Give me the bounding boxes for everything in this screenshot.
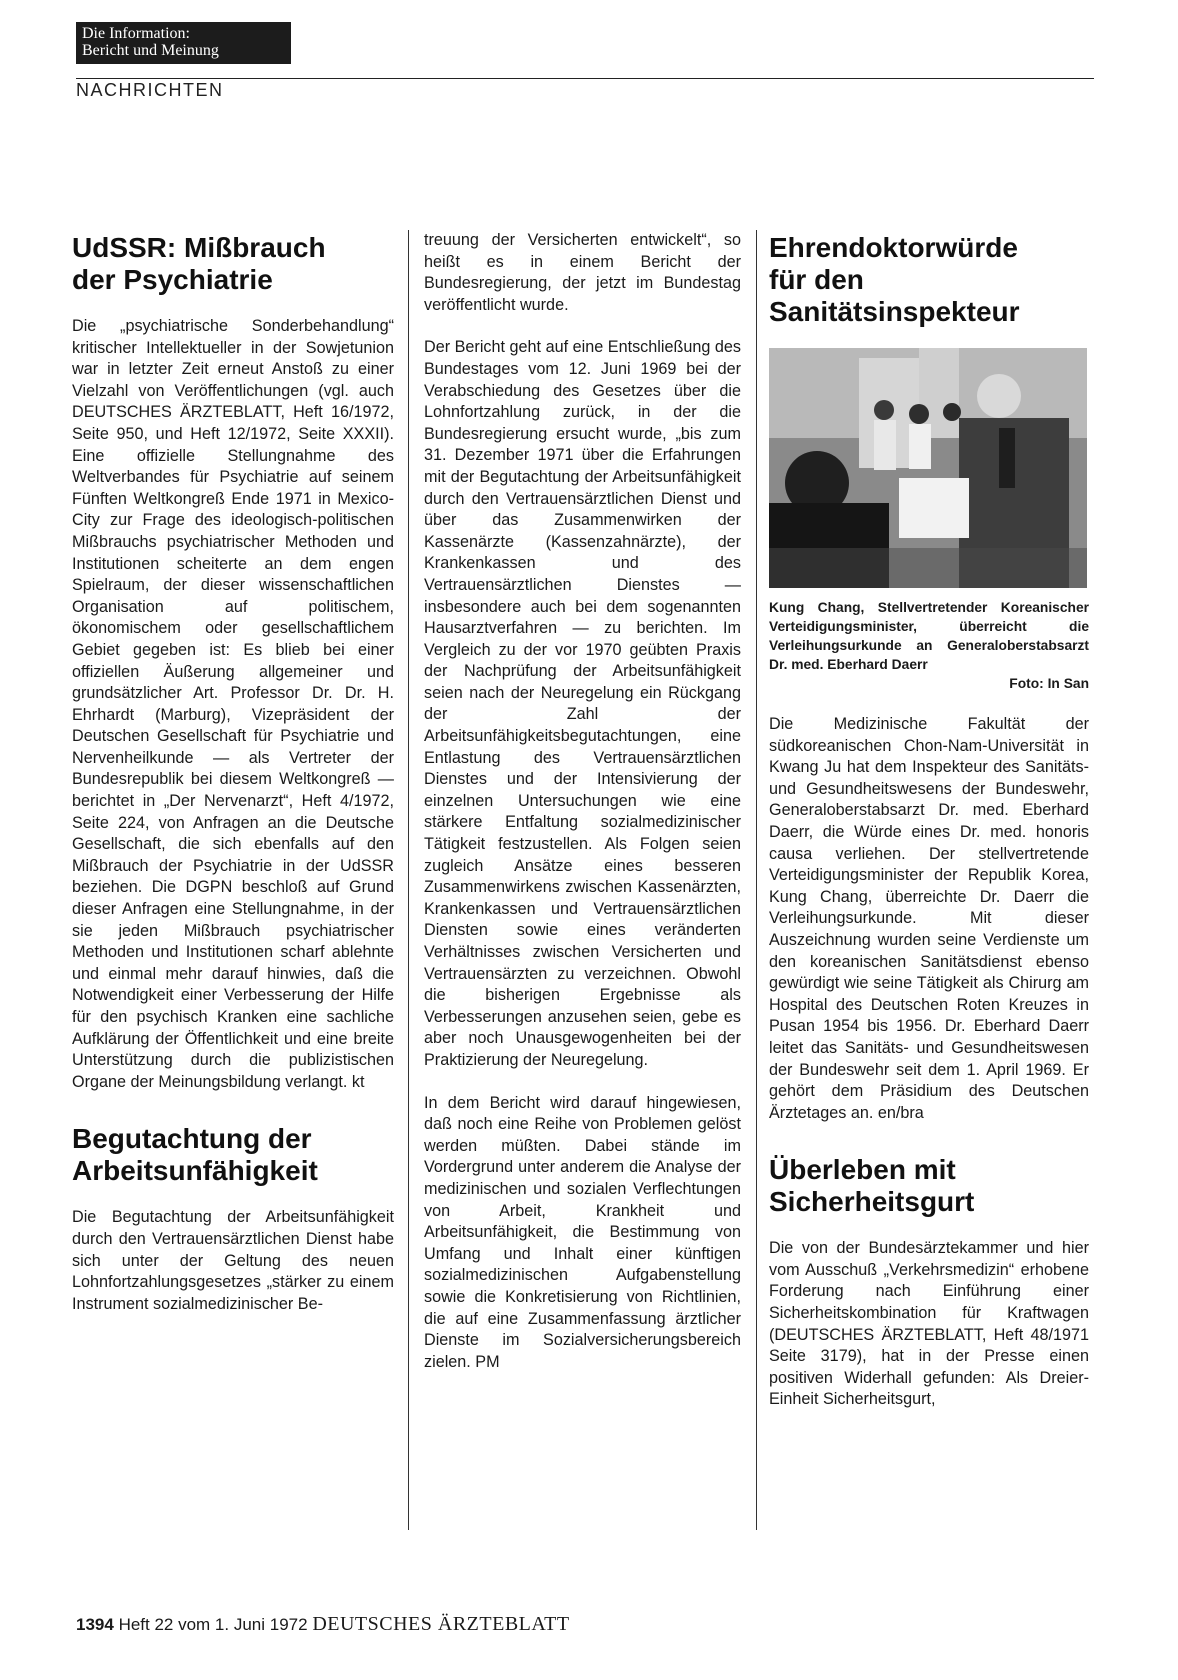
column-divider xyxy=(408,230,409,1530)
article-title-sicherheitsgurt xyxy=(769,1154,1089,1218)
page-number: 1394 xyxy=(76,1615,114,1634)
title-line: der Psychiatrie xyxy=(72,264,273,295)
journal-name: DEUTSCHES ÄRZTEBLATT xyxy=(312,1613,570,1635)
column-2 xyxy=(424,230,741,1373)
photo-credit: Foto: In San xyxy=(1009,676,1089,691)
page-footer xyxy=(76,1613,570,1636)
photo-caption: Kung Chang, Stellvertretender Koreanischer Verteidigungsminister, überreicht die Verleihungsurkunde an Generaloberstabsarzt Dr. med. Eberhard Daerr xyxy=(769,600,1089,672)
article-title-begutachtung xyxy=(72,1123,394,1187)
title-line: Ehrendoktorwürde xyxy=(769,232,1018,263)
section-label: NACHRICHTEN xyxy=(76,80,224,100)
header-rule xyxy=(76,78,1094,79)
article-body-ehrendoktor: Die Medizinische Fakultät der südkoreanischen Chon-Nam-Universität in Kwang Ju hat dem Inspekteur des Sanitäts- und Gesundheitswesens der Bundeswehr, Generaloberstabsarzt Dr. med. Eberhard Daerr, die Würde eines Dr. med. honoris causa verliehen. Der stellvertretende Verteidigungsminister der Republik Korea, Kung Chang, überreichte Dr. Daerr die Verleihungsurkunde. Mit dieser Auszeichnung wurden seine Verdienste um den koreanischen Sanitätsdienst ebenso gewürdigt wie seine Tätigkeit als Chirurg am Hospital des Deutschen Roten Kreuzes in Pusan 1954 bis 1956. Dr. Eberhard Daerr leitet das Sanitäts- und Gesundheitswesen der Bundeswehr seit dem 1. April 1969. Er gehört dem Präsidium des Deutschen Ärztetages an. en/bra xyxy=(769,715,1089,1122)
column-divider xyxy=(756,230,757,1530)
article-title-udssr xyxy=(72,232,394,296)
title-line: Sicherheitsgurt xyxy=(769,1186,975,1218)
title-line: für den xyxy=(769,264,864,295)
issue-info: Heft 22 vom 1. Juni 1972 xyxy=(118,1615,308,1634)
column-1 xyxy=(72,232,394,1315)
article-body-begutachtung-part-1: Die Begutachtung der Arbeitsunfähigkeit durch den Vertrauensärztlichen Dienst habe sich unter der Geltung des neuen Lohnfortzahlungsgesetzes „stärker zu einem Instrument sozialmedizinischer Be- xyxy=(72,1208,394,1313)
title-line: Sanitätsinspekteur xyxy=(769,296,1020,327)
article-body-sicherheitsgurt: Die von der Bundesärztekammer und hier vom Ausschuß „Verkehrsmedizin“ erhobene Forderung nach Einführung einer Sicherheitskombination für Kraftwagen (DEUTSCHES ÄRZTEBLATT, Heft 48/1971 Seite 3179), hat in der Presse einen positiven Widerhall gefunden: Als Dreier-Einheit Sicherheitsgurt, xyxy=(769,1239,1089,1409)
column-3 xyxy=(769,232,1089,1411)
article-body-begutachtung-part-2: treuung der Versicherten entwickelt“, so heißt es in einem Bericht der Bundesregierung, der jetzt im Bundestag veröffentlicht wurde. xyxy=(424,231,741,314)
masthead-line-1: Die Information: xyxy=(82,25,190,42)
title-line: Arbeitsunfähigkeit xyxy=(72,1155,318,1187)
article-body-begutachtung-part-4: In dem Bericht wird darauf hingewiesen, daß noch eine Reihe von Problemen gelöst werden müßten. Dabei stände im Vordergrund unter anderem die Analyse der medizinischen und sozialen Verflechtungen von Arbeit, Krankheit und Arbeitsunfähigkeit, die Bestimmung von Umfang und Inhalt einer künftigen sozialmedizinischen Aufgabenstellung sowie die Konkretisierung von Richtlinien, die auf eine Zusammenfassung ärztlicher Dienste im Sozialversicherungsbereich zielen. PM xyxy=(424,1093,741,1371)
title-line: UdSSR: Mißbrauch xyxy=(72,232,326,263)
title-line: Überleben mit xyxy=(769,1154,956,1186)
masthead-line-2: Bericht und Meinung xyxy=(82,42,219,59)
article-body-begutachtung-part-3: Der Bericht geht auf eine Entschließung des Bundestages vom 12. Juni 1969 bei der Verabschiedung des Gesetzes über die Lohnfortzahlung zurück, in der die Bundesregierung ersucht wurde, „bis zum 31. Dezember 1971 über die Erfahrungen mit der Begutachtung der Arbeitsunfähigkeit durch den Vertrauensärztlichen Dienst und über das Zusammenwirken der Kassenärzte (Kassenzahnärzte), der Krankenkassen und des Vertrauensärztlichen Dienstes — insbesondere auch bei dem sogenannten Hausarztverfahren — zu berichten. Im Vergleich zu der vor 1970 geübten Praxis der Nachprüfung der Arbeitsunfähigkeit seien nach der Neuregelung ein Rückgang der Zahl der Arbeitsunfähigkeitsbegutachtungen, eine Entlastung des Vertrauensärztlichen Dienstes und der Intensivierung der einzelnen Untersuchungen wie eine stärkere Entfaltung sozialmedizinischer Tätigkeit festzustellen. Als Folgen seien zugleich Ansätze eines besseren Zusammenwirkens zwischen Kassenärzten, Krankenkassen und Vertrauensärztlichen Diensten sowie eines veränderten Verhältnisses zwischen Versicherten und Vertrauensärzten zu verzeichnen. Obwohl die bisherigen Ergebnisse als Verbesserungen anzusehen seien, gebe es aber noch Unausgewogenheiten bei der Praktizierung der Neuregelung. xyxy=(424,338,741,1069)
article-body-udssr: Die „psychiatrische Sonderbehandlung“ kritischer Intellektueller in der Sowjetunion war in letzter Zeit erneut Anstoß zu einer Vielzahl von Veröffentlichungen (vgl. auch DEUTSCHES ÄRZTEBLATT, Heft 16/1972, Seite 950, und Heft 12/1972, Seite XXXII). Eine offizielle Stellungnahme des Weltverbandes für Psychiatrie auf seinem Fünften Weltkongreß Ende 1971 in Mexico-City zur Frage des ideologisch-politischen Mißbrauchs psychiatrischer Methoden und Institutionen scheiterte an dem engen Spielraum, der dieser wissenschaftlichen Organisation auf politischem, ökonomischem oder gesellschaftlichem Gebiet gegeben ist: Es blieb bei einer offiziellen Äußerung allgemeiner und grundsätzlicher Art. Professor Dr. Dr. H. Ehrhardt (Marburg), Vizepräsident der Deutschen Gesellschaft für Psychiatrie und Nervenheilkunde — als Vertreter der Bundesrepublik bei diesem Weltkongreß — berichtet in „Der Nervenarzt“, Heft 4/1972, Seite 224, von Anfragen an die Deutsche Gesellschaft, die sich ebenfalls auf den Mißbrauch der Psychiatrie in der UdSSR beziehen. Die DGPN beschloß auf Grund dieser Anfragen eine Stellungnahme, in der sie jeden Mißbrauch psychiatrischer Methoden und Institutionen scharf ablehnte und einmal mehr darauf hinwies, daß die Notwendigkeit einer Verbesserung der Hilfe für den psychisch Kranken eine sachliche Aufklärung der Öffentlichkeit und eine breite Unterstützung durch die publizistischen Organe der Meinungsbildung verlangt. kt xyxy=(72,317,394,1091)
title-line: Begutachtung der xyxy=(72,1123,312,1155)
masthead xyxy=(76,22,291,64)
ceremony-photo xyxy=(769,348,1087,588)
article-title-ehrendoktor xyxy=(769,232,1089,328)
